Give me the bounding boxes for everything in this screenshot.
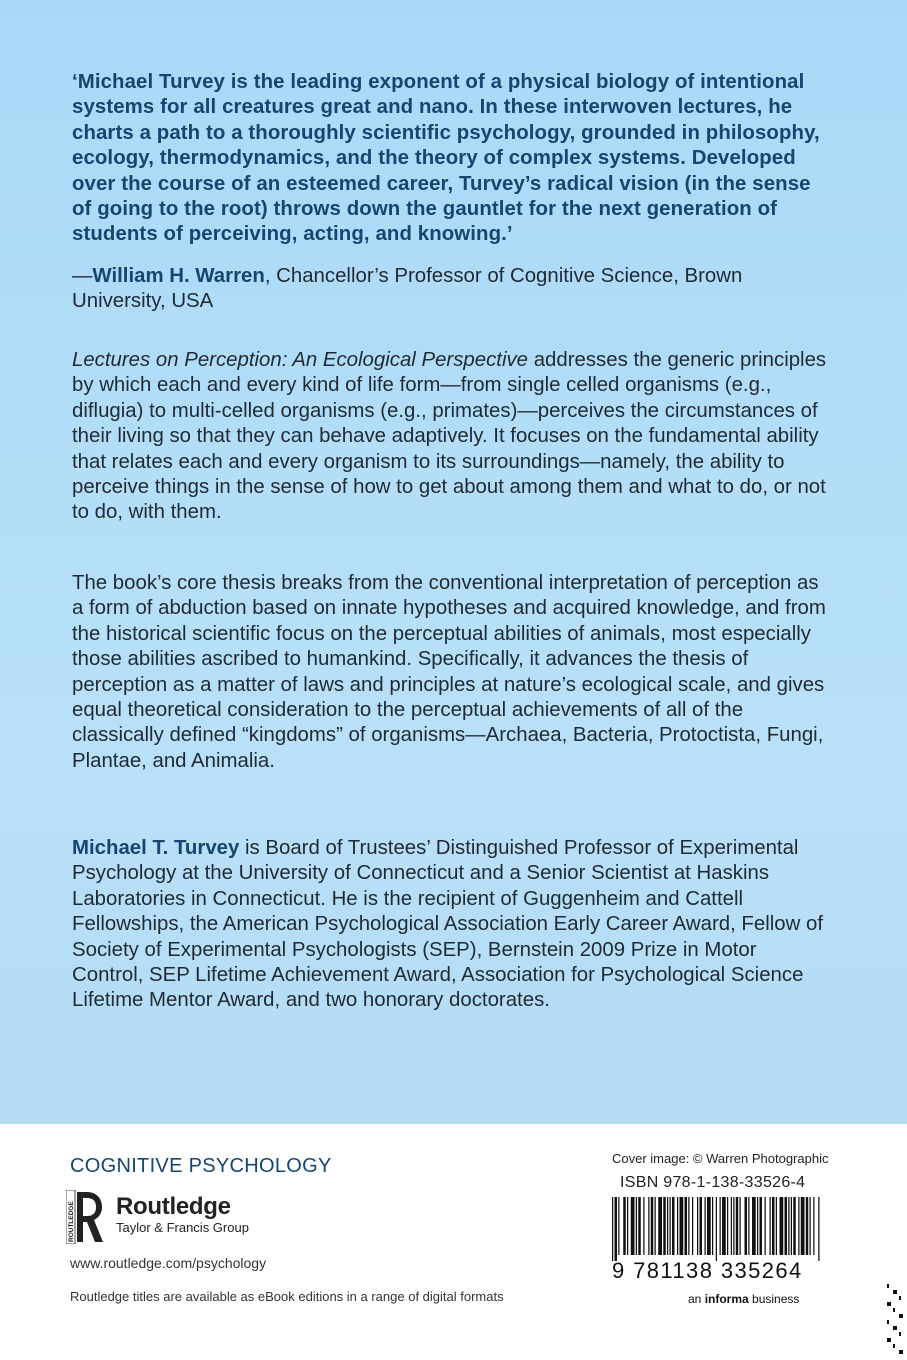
series-label: COGNITIVE PSYCHOLOGY [70, 1155, 332, 1177]
barcode-bar [736, 1197, 739, 1255]
barcode-bar [648, 1197, 649, 1255]
informa-word: informa [704, 1292, 749, 1306]
author-bio-text: is Board of Trustees’ Distinguished Professor of Experimental Psychology at the University of Connecticut and a Senior Scientist at Haskins Laboratories in Connecticut. He is the recipient of Guggenheim and Cattell Fellowships, the American Psychological Association Early Career Award, Fellow of Society of Experimental Psychologists (SEP), Bernstein 2009 Prize in Motor Control, SEP Lifetime Achievement Award, Association for Psychological Science Lifetime Mentor Award, and two honorary doctorates. [72, 837, 824, 1012]
description-p1-text: addresses the generic principles by which each and every kind of life form—from single celled organisms (e.g., diflugia) to multi-celled organisms (e.g., primates)—perceives the circumstances of their living so that they can behave adaptively. It focuses on the fundamental ability that relates each and every organism to its surroundings—namely, the ability to perceive things in the sense of how to get about among them and what to do, or not to do, with them. [72, 349, 827, 524]
barcode-bar [770, 1197, 771, 1255]
barcode-bar [722, 1197, 726, 1255]
routledge-wordmark [116, 1194, 249, 1236]
barcode-bar [692, 1197, 693, 1255]
barcode-bar [638, 1197, 641, 1255]
informa-business-label [688, 1292, 799, 1306]
barcode-bar [618, 1197, 619, 1255]
edge-mark [893, 1344, 895, 1348]
cover-image-credit: Cover image: © Warren Photographic [612, 1151, 829, 1166]
barcode-bar [810, 1197, 811, 1255]
barcode-bar [733, 1197, 734, 1255]
barcode-bar [631, 1197, 635, 1255]
barcode-bar [636, 1197, 637, 1255]
barcode-bar [745, 1197, 748, 1255]
barcode-bar [658, 1197, 662, 1255]
barcode-bar [813, 1197, 814, 1255]
barcode-bar [740, 1197, 741, 1255]
barcode-bar [727, 1197, 728, 1255]
barcode-bar [772, 1197, 775, 1255]
endorser-affiliation: , Chancellor’s Professor of Cognitive Science, Brown University, USA [72, 265, 743, 313]
barcode-bar [672, 1197, 675, 1255]
endorsement-attribution [72, 264, 832, 315]
barcode-bar [700, 1197, 703, 1255]
barcode-bar [705, 1197, 706, 1255]
edge-mark [893, 1308, 895, 1312]
edge-mark [887, 1338, 891, 1342]
barcode-bar [801, 1197, 805, 1255]
ebook-note: Routledge titles are available as eBook editions in a range of digital formats [70, 1289, 504, 1304]
barcode-bar [677, 1197, 678, 1255]
routledge-r-icon [66, 1190, 106, 1244]
barcode-bar [757, 1197, 758, 1255]
barcode-bar [612, 1197, 613, 1261]
informa-prefix: an [688, 1292, 705, 1306]
edge-mark [899, 1332, 901, 1336]
barcode-bar [667, 1197, 668, 1255]
author-name: Michael T. Turvey [72, 837, 240, 859]
edge-mark [893, 1290, 897, 1294]
barcode-bar [780, 1197, 784, 1255]
edge-mark [899, 1350, 903, 1354]
barcode-bar [791, 1197, 792, 1255]
barcode-bar [663, 1197, 666, 1255]
publisher-website[interactable]: www.routledge.com/psychology [70, 1255, 267, 1271]
edge-mark [899, 1296, 901, 1300]
isbn-barcode [610, 1197, 822, 1261]
barcode-bar [697, 1197, 698, 1255]
edge-mark [887, 1320, 889, 1324]
barcode-bar [707, 1197, 711, 1255]
barcode-bar [627, 1197, 628, 1255]
publisher-group: Taylor & Francis Group [116, 1220, 249, 1235]
barcode-bar [788, 1197, 789, 1255]
attribution-dash: — [72, 265, 93, 287]
barcode-bar [623, 1197, 626, 1255]
publisher-name: Routledge [116, 1193, 231, 1220]
barcode-bar [765, 1197, 766, 1255]
barcode-bar [688, 1197, 689, 1255]
barcode-bar [712, 1197, 713, 1255]
barcode-number: 9 781138 335264 [612, 1258, 803, 1283]
edge-mark [893, 1326, 897, 1330]
routledge-vertical-wordmark: ROUTLEDGE [68, 1201, 75, 1242]
barcode-bar [615, 1197, 618, 1261]
barcode-bar [776, 1197, 777, 1255]
routledge-logo [66, 1190, 266, 1246]
barcode-bar [748, 1197, 749, 1255]
barcode-bar [785, 1197, 788, 1255]
spine-edge-barcode [885, 1284, 907, 1360]
barcode-bar [680, 1197, 684, 1255]
barcode-bar [716, 1197, 717, 1261]
barcode-bar [798, 1197, 799, 1255]
edge-mark [899, 1314, 903, 1318]
barcode-bar [793, 1197, 796, 1255]
endorser-name: William H. Warren [92, 265, 265, 287]
barcode-bar [670, 1197, 671, 1255]
edge-mark [887, 1284, 889, 1288]
barcode-bar [720, 1197, 721, 1255]
edge-mark [887, 1302, 891, 1306]
barcode-bar [651, 1197, 654, 1255]
description-paragraph-2: The book’s core thesis breaks from the conventional interpretation of perception as a form of abduction based on innate hypotheses and acquired knowledge, and from the historical scientific focus on the perceptual abilities of animals, most especially those abilities ascribed to humankind. Specifically, it advances the thesis of perception as a matter of laws and principles at nature’s ecological scale, and gives equal theoretical consideration to the perceptual achievements of all of the classically defined “kingdoms” of organisms—Archaea, Bacteria, Protoctista, Fungi, Plantae, and Animalia. [72, 572, 826, 772]
barcode-bar [643, 1197, 644, 1255]
barcode-bar [806, 1197, 809, 1255]
barcode-bar [752, 1197, 756, 1255]
barcode-bar [655, 1197, 656, 1255]
endorsement-quote: ‘Michael Turvey is the leading exponent of a physical biology of intentional systems for all creatures great and nano. In these interwoven lectures, he charts a path to a thoroughly scientific psychology, grounded in philosophy, ecology, thermodynamics, and the theory of complex systems. Developed over the course of an esteemed career, Turvey’s radical vision (in the sense of going to the root) throws down the gauntlet for the next generation of students of perceiving, acting, and knowing.’ [72, 71, 820, 246]
barcode-bar [731, 1197, 732, 1255]
isbn-label: ISBN 978-1-138-33526-4 [620, 1174, 806, 1191]
description-paragraph-1 [72, 348, 832, 526]
barcode-bar [818, 1197, 819, 1261]
informa-suffix: business [748, 1292, 800, 1306]
barcode-bar [760, 1197, 763, 1255]
back-cover-footer [0, 1124, 907, 1360]
book-title: Lectures on Perception: An Ecological Perspective [72, 349, 529, 371]
author-bio [72, 836, 832, 1014]
barcode-bar [685, 1197, 688, 1255]
